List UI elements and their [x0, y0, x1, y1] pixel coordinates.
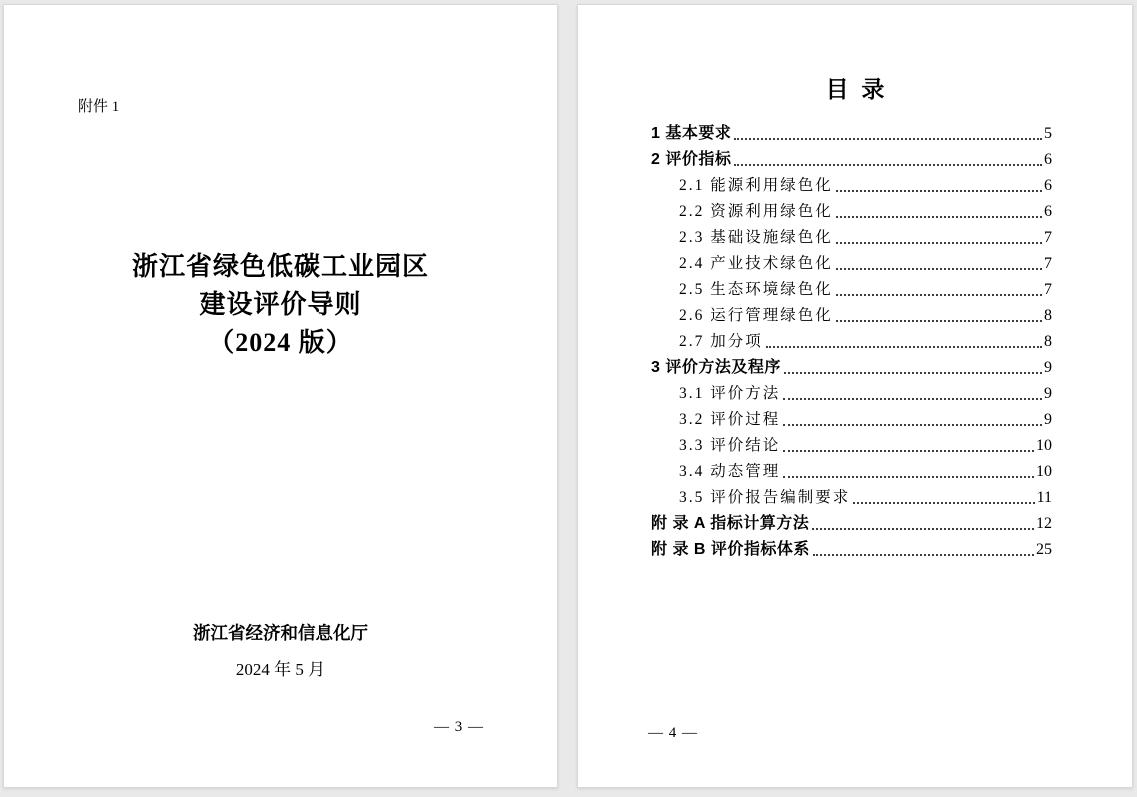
toc-entry-label: 2.5 生态环境绿色化 [679, 281, 833, 298]
cover-title-line-2: 建设评价导则 [199, 290, 362, 319]
toc-entry [651, 147, 1052, 173]
toc-entry-page-number: 6 [1044, 151, 1052, 168]
toc-entry [651, 355, 1052, 381]
toc-entry [651, 485, 1052, 511]
toc-dot-leader [836, 268, 1042, 270]
toc-entry [651, 277, 1052, 303]
toc-dot-leader [783, 450, 1034, 452]
toc-entry [651, 303, 1052, 329]
toc-entry-label: 附 录 A 指标计算方法 [651, 515, 810, 532]
toc-dot-leader [813, 554, 1034, 556]
toc-entry-page-number: 7 [1044, 229, 1052, 246]
toc-dot-leader [836, 320, 1042, 322]
page-number-4: — 4 — [648, 725, 698, 741]
toc-entry [651, 329, 1052, 355]
toc-entry [651, 511, 1052, 537]
toc-entry-page-number: 9 [1044, 385, 1052, 402]
toc-entry [651, 407, 1052, 433]
toc-dot-leader [784, 372, 1042, 374]
toc-entry-label: 3 评价方法及程序 [651, 359, 781, 376]
toc-dot-leader [836, 190, 1042, 192]
toc-entry-page-number: 5 [1044, 125, 1052, 142]
toc-dot-leader [783, 398, 1042, 400]
toc-entry-page-number: 12 [1036, 515, 1052, 532]
toc-entry [651, 225, 1052, 251]
toc-entry-label: 2.2 资源利用绿色化 [679, 203, 833, 220]
toc-entry [651, 199, 1052, 225]
publication-date: 2024 年 5 月 [235, 660, 326, 679]
toc-dot-leader [812, 528, 1034, 530]
toc-entry-label: 附 录 B 评价指标体系 [651, 541, 810, 558]
toc-entry-page-number: 6 [1044, 177, 1052, 194]
toc-entry-page-number: 25 [1036, 541, 1052, 558]
toc-entry [651, 251, 1052, 277]
toc-dot-leader [783, 476, 1034, 478]
toc-entry-label: 2.4 产业技术绿色化 [679, 255, 833, 272]
toc-dot-leader [836, 216, 1042, 218]
cover-page [3, 4, 558, 788]
toc-dot-leader [734, 138, 1042, 140]
toc-entry-page-number: 7 [1044, 281, 1052, 298]
cover-title [4, 248, 557, 362]
attachment-label: 附件 1 [78, 99, 120, 115]
toc-entry [651, 121, 1052, 147]
cover-title-line-3: （2024 版） [208, 328, 353, 357]
toc-entry [651, 459, 1052, 485]
toc-entry-page-number: 8 [1044, 307, 1052, 324]
cover-title-line-1: 浙江省绿色低碳工业园区 [131, 252, 429, 281]
toc-entry [651, 381, 1052, 407]
publisher-name: 浙江省经济和信息化厅 [193, 623, 368, 643]
toc-entry-page-number: 9 [1044, 411, 1052, 428]
toc-dot-leader [853, 502, 1034, 504]
toc-dot-leader [836, 294, 1042, 296]
page-number-3: — 3 — [434, 719, 484, 735]
toc-entry-label: 2.3 基础设施绿色化 [679, 229, 833, 246]
toc-entry-label: 2.7 加分项 [679, 333, 763, 350]
toc-entry-page-number: 10 [1036, 463, 1052, 480]
toc-dot-leader [766, 346, 1042, 348]
toc-dot-leader [734, 164, 1042, 166]
toc-dot-leader [783, 424, 1042, 426]
toc-entry-label: 1 基本要求 [651, 125, 732, 142]
toc-dot-leader [836, 242, 1042, 244]
toc-entry [651, 173, 1052, 199]
toc-page [577, 4, 1133, 788]
toc-entry-label: 2.1 能源利用绿色化 [679, 177, 833, 194]
toc-title: 目 录 [825, 76, 885, 102]
toc-entry-label: 3.3 评价结论 [679, 437, 781, 454]
toc-entry-page-number: 7 [1044, 255, 1052, 272]
toc-entry-label: 3.2 评价过程 [679, 411, 781, 428]
toc-entry-label: 3.5 评价报告编制要求 [679, 489, 851, 506]
toc-entry-page-number: 11 [1036, 489, 1052, 506]
toc-entry-label: 3.4 动态管理 [679, 463, 781, 480]
toc-entry [651, 433, 1052, 459]
toc-entry-label: 2.6 运行管理绿色化 [679, 307, 833, 324]
toc-entry-label: 3.1 评价方法 [679, 385, 781, 402]
table-of-contents [651, 121, 1052, 563]
toc-entry [651, 537, 1052, 563]
toc-entry-label: 2 评价指标 [651, 151, 732, 168]
toc-entry-page-number: 9 [1044, 359, 1052, 376]
toc-entry-page-number: 6 [1044, 203, 1052, 220]
toc-entry-page-number: 10 [1036, 437, 1052, 454]
toc-entry-page-number: 8 [1044, 333, 1052, 350]
